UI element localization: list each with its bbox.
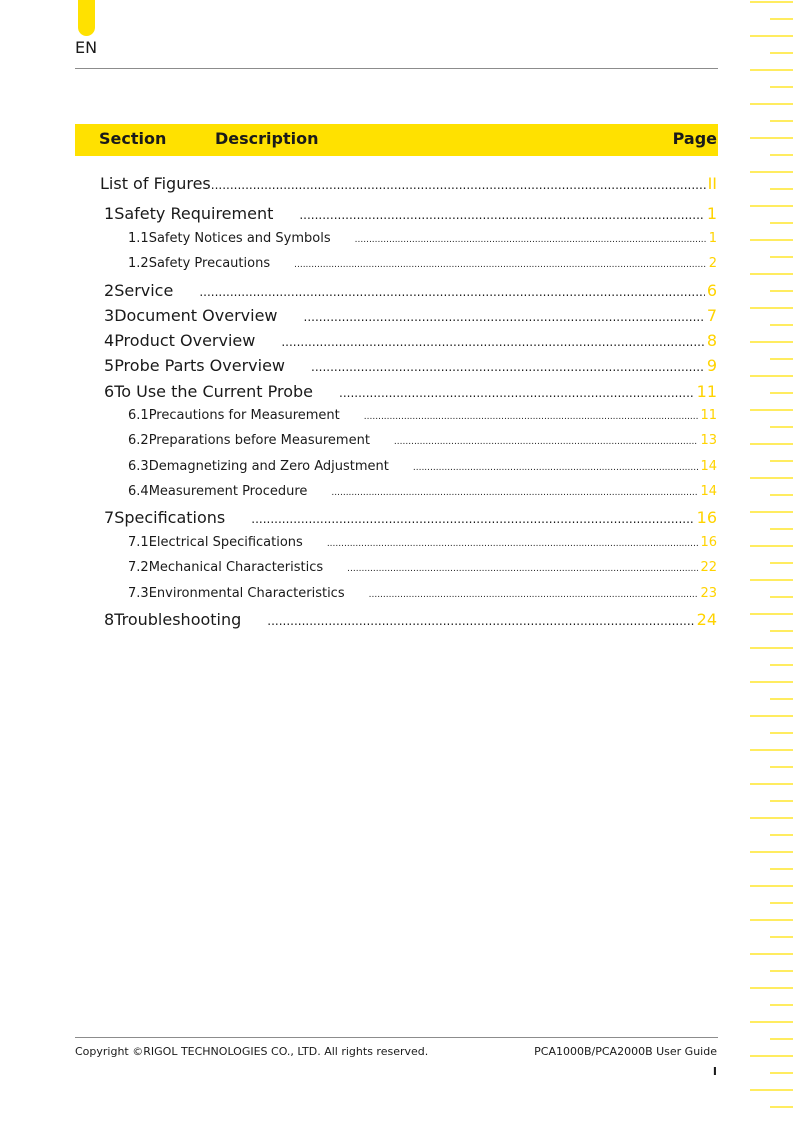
toc-entry-title: Safety Notices and Symbols [148, 231, 331, 246]
toc-dot-leader [281, 331, 704, 350]
toc-dot-leader [327, 535, 699, 550]
footer-page-number: I [712, 1065, 717, 1078]
toc-entry-number: 1.1 [128, 231, 149, 246]
toc-entry-title: Measurement Procedure [148, 484, 308, 499]
toc-entry[interactable] [100, 174, 717, 196]
toc-entry[interactable] [100, 306, 717, 328]
toc-dot-leader [339, 382, 695, 401]
toc-entry[interactable] [100, 204, 717, 226]
toc-entry-number: 6.2 [128, 433, 149, 448]
toc-entry-page: 9 [706, 356, 717, 375]
toc-dot-leader [331, 484, 698, 499]
toc-entry-title: Product Overview [114, 331, 256, 350]
toc-entry[interactable] [128, 560, 717, 578]
toc-entry-number: 6.4 [128, 484, 149, 499]
toc-entry-page: II [707, 174, 717, 193]
toc-entry-number: 7.3 [128, 586, 149, 601]
toc-entry-page: 8 [706, 331, 717, 350]
toc-dot-leader [311, 356, 705, 375]
margin-tab-rules [750, 0, 793, 1122]
toc-entry-title: Document Overview [114, 306, 278, 325]
toc-entry-page: 11 [700, 408, 717, 423]
toc-column-header [75, 124, 718, 156]
toc-entry-title: Electrical Specifications [148, 535, 303, 550]
toc-entry[interactable] [128, 586, 717, 604]
toc-entry-title: To Use the Current Probe [114, 382, 313, 401]
toc-entry[interactable] [100, 331, 717, 353]
toc-entry-title: Safety Precautions [148, 256, 271, 271]
toc-entry-title: Demagnetizing and Zero Adjustment [148, 459, 389, 474]
toc-entry[interactable] [100, 382, 717, 404]
toc-entry-title: Preparations before Measurement [148, 433, 370, 448]
toc-dot-leader [299, 204, 704, 223]
header-divider [75, 68, 718, 69]
toc-entry-page: 22 [700, 560, 717, 575]
footer-guide-title: PCA1000B/PCA2000B User Guide [534, 1045, 717, 1058]
toc-dot-leader [211, 174, 706, 193]
col-page-label: Page [672, 129, 717, 148]
toc-entry-page: 16 [696, 508, 717, 527]
toc-dot-leader [394, 433, 699, 448]
toc-entry-number: 5 [104, 356, 115, 375]
toc-entry-number: 7.2 [128, 560, 149, 575]
toc-entry-title: List of Figures [100, 174, 211, 193]
toc-entry[interactable] [100, 610, 717, 632]
toc-entry-page: 1 [708, 231, 717, 246]
toc-dot-leader [251, 508, 694, 527]
toc-dot-leader [267, 610, 694, 629]
toc-entry-title: Service [114, 281, 174, 300]
toc-entry-number: 6.1 [128, 408, 149, 423]
toc-entry[interactable] [128, 408, 717, 426]
toc-entry-number: 2 [104, 281, 115, 300]
toc-entry-number: 4 [104, 331, 115, 350]
toc-dot-leader [369, 586, 699, 601]
toc-dot-leader [294, 256, 707, 271]
toc-entry-number: 8 [104, 610, 115, 629]
toc-entry-title: Safety Requirement [114, 204, 274, 223]
toc-entry-number: 1.2 [128, 256, 149, 271]
toc-entry-page: 2 [708, 256, 717, 271]
toc-entry-title: Mechanical Characteristics [148, 560, 324, 575]
toc-entry[interactable] [128, 459, 717, 477]
language-label: EN [75, 38, 98, 57]
footer-divider [75, 1037, 718, 1038]
toc-entry-page: 24 [696, 610, 717, 629]
footer-copyright: Copyright ©RIGOL TECHNOLOGIES CO., LTD. All rights reserved. [75, 1045, 429, 1058]
toc-entry[interactable] [128, 484, 717, 502]
toc-dot-leader [304, 306, 705, 325]
toc-entry-title: Probe Parts Overview [114, 356, 285, 375]
toc-entry-page: 7 [706, 306, 717, 325]
toc-dot-leader [199, 281, 704, 300]
toc-entry-page: 13 [700, 433, 717, 448]
toc-entry-number: 7.1 [128, 535, 149, 550]
toc-entry-page: 1 [706, 204, 717, 223]
toc-entry-page: 14 [700, 484, 717, 499]
toc-entry-page: 23 [700, 586, 717, 601]
col-description-label: Description [215, 129, 319, 148]
toc-entry[interactable] [128, 256, 717, 274]
toc-entry-number: 6.3 [128, 459, 149, 474]
toc-entry-number: 1 [104, 204, 115, 223]
toc-entry[interactable] [100, 356, 717, 378]
toc-entry[interactable] [128, 433, 717, 451]
toc-dot-leader [364, 408, 699, 423]
col-section-label: Section [99, 129, 167, 148]
toc-entry-number: 3 [104, 306, 115, 325]
toc-entry-page: 11 [696, 382, 717, 401]
toc-entry-number: 7 [104, 508, 115, 527]
toc-entry-page: 6 [706, 281, 717, 300]
toc-entry[interactable] [128, 535, 717, 553]
language-tab-marker [78, 0, 95, 36]
toc-entry-page: 16 [700, 535, 717, 550]
toc-dot-leader [347, 560, 698, 575]
toc-dot-leader [355, 231, 707, 246]
toc-entry-title: Environmental Characteristics [148, 586, 345, 601]
toc-entry[interactable] [128, 231, 717, 249]
toc-entry-title: Specifications [114, 508, 226, 527]
toc-entry[interactable] [100, 508, 717, 530]
toc-entry-number: 6 [104, 382, 115, 401]
toc-entry-title: Precautions for Measurement [148, 408, 340, 423]
toc-entry-page: 14 [700, 459, 717, 474]
toc-entry[interactable] [100, 281, 717, 303]
toc-dot-leader [413, 459, 699, 474]
toc-entry-title: Troubleshooting [114, 610, 242, 629]
